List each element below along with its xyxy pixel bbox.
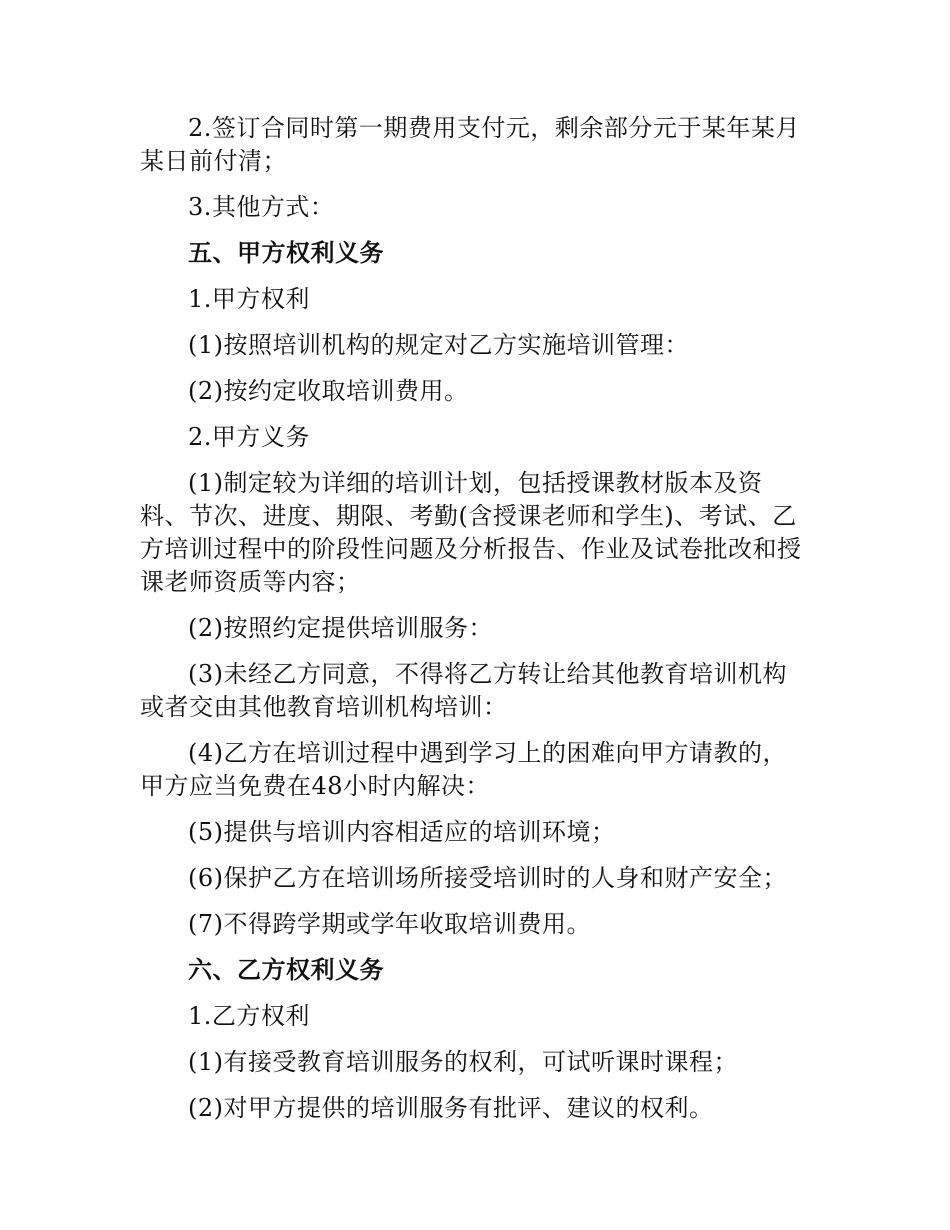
- subheading-party-a-obligations: 2.甲方义务: [188, 423, 310, 451]
- paragraph-payment-installment: 2.签订合同时第一期费用支付元，剩余部分元于某年某月某日前付清；: [140, 114, 800, 175]
- list-item: (7)不得跨学期或学年收取培训费用。: [188, 910, 591, 938]
- subheading-party-b-rights: 1.乙方权利: [188, 1002, 310, 1030]
- list-item: (2)按照约定提供培训服务：: [188, 614, 493, 642]
- list-item: (1)有接受教育培训服务的权利，可试听课时课程；: [188, 1048, 738, 1076]
- paragraph-payment-other: 3.其他方式：: [188, 193, 335, 221]
- list-item: (6)保护乙方在培训场所接受培训时的人身和财产安全；: [188, 864, 787, 892]
- list-item: (1)按照培训机构的规定对乙方实施培训管理：: [188, 331, 689, 359]
- list-item: (3)未经乙方同意，不得将乙方转让给其他教育培训机构或者交由其他教育培训机构培训：: [140, 660, 787, 721]
- section-heading-party-b: 六、乙方权利义务: [188, 956, 384, 984]
- subheading-party-a-rights: 1.甲方权利: [188, 285, 310, 313]
- list-item: (4)乙方在培训过程中遇到学习上的困难向甲方请教的，甲方应当免费在48小时内解决：: [140, 739, 787, 800]
- list-item: (5)提供与培训内容相适应的培训环境；: [188, 818, 616, 846]
- list-item: (2)对甲方提供的培训服务有批评、建议的权利。: [188, 1094, 714, 1122]
- list-item: (1)制定较为详细的培训计划，包括授课教材版本及资料、节次、进度、期限、考勤(含授课老师和学生)、考试、乙方培训过程中的阶段性问题及分析报告、作业及试卷批改和授课老师资质等内容；: [140, 469, 802, 596]
- document-page: [140, 112, 810, 1138]
- section-heading-party-a: 五、甲方权利义务: [188, 239, 384, 267]
- list-item: (2)按约定收取培训费用。: [188, 377, 469, 405]
